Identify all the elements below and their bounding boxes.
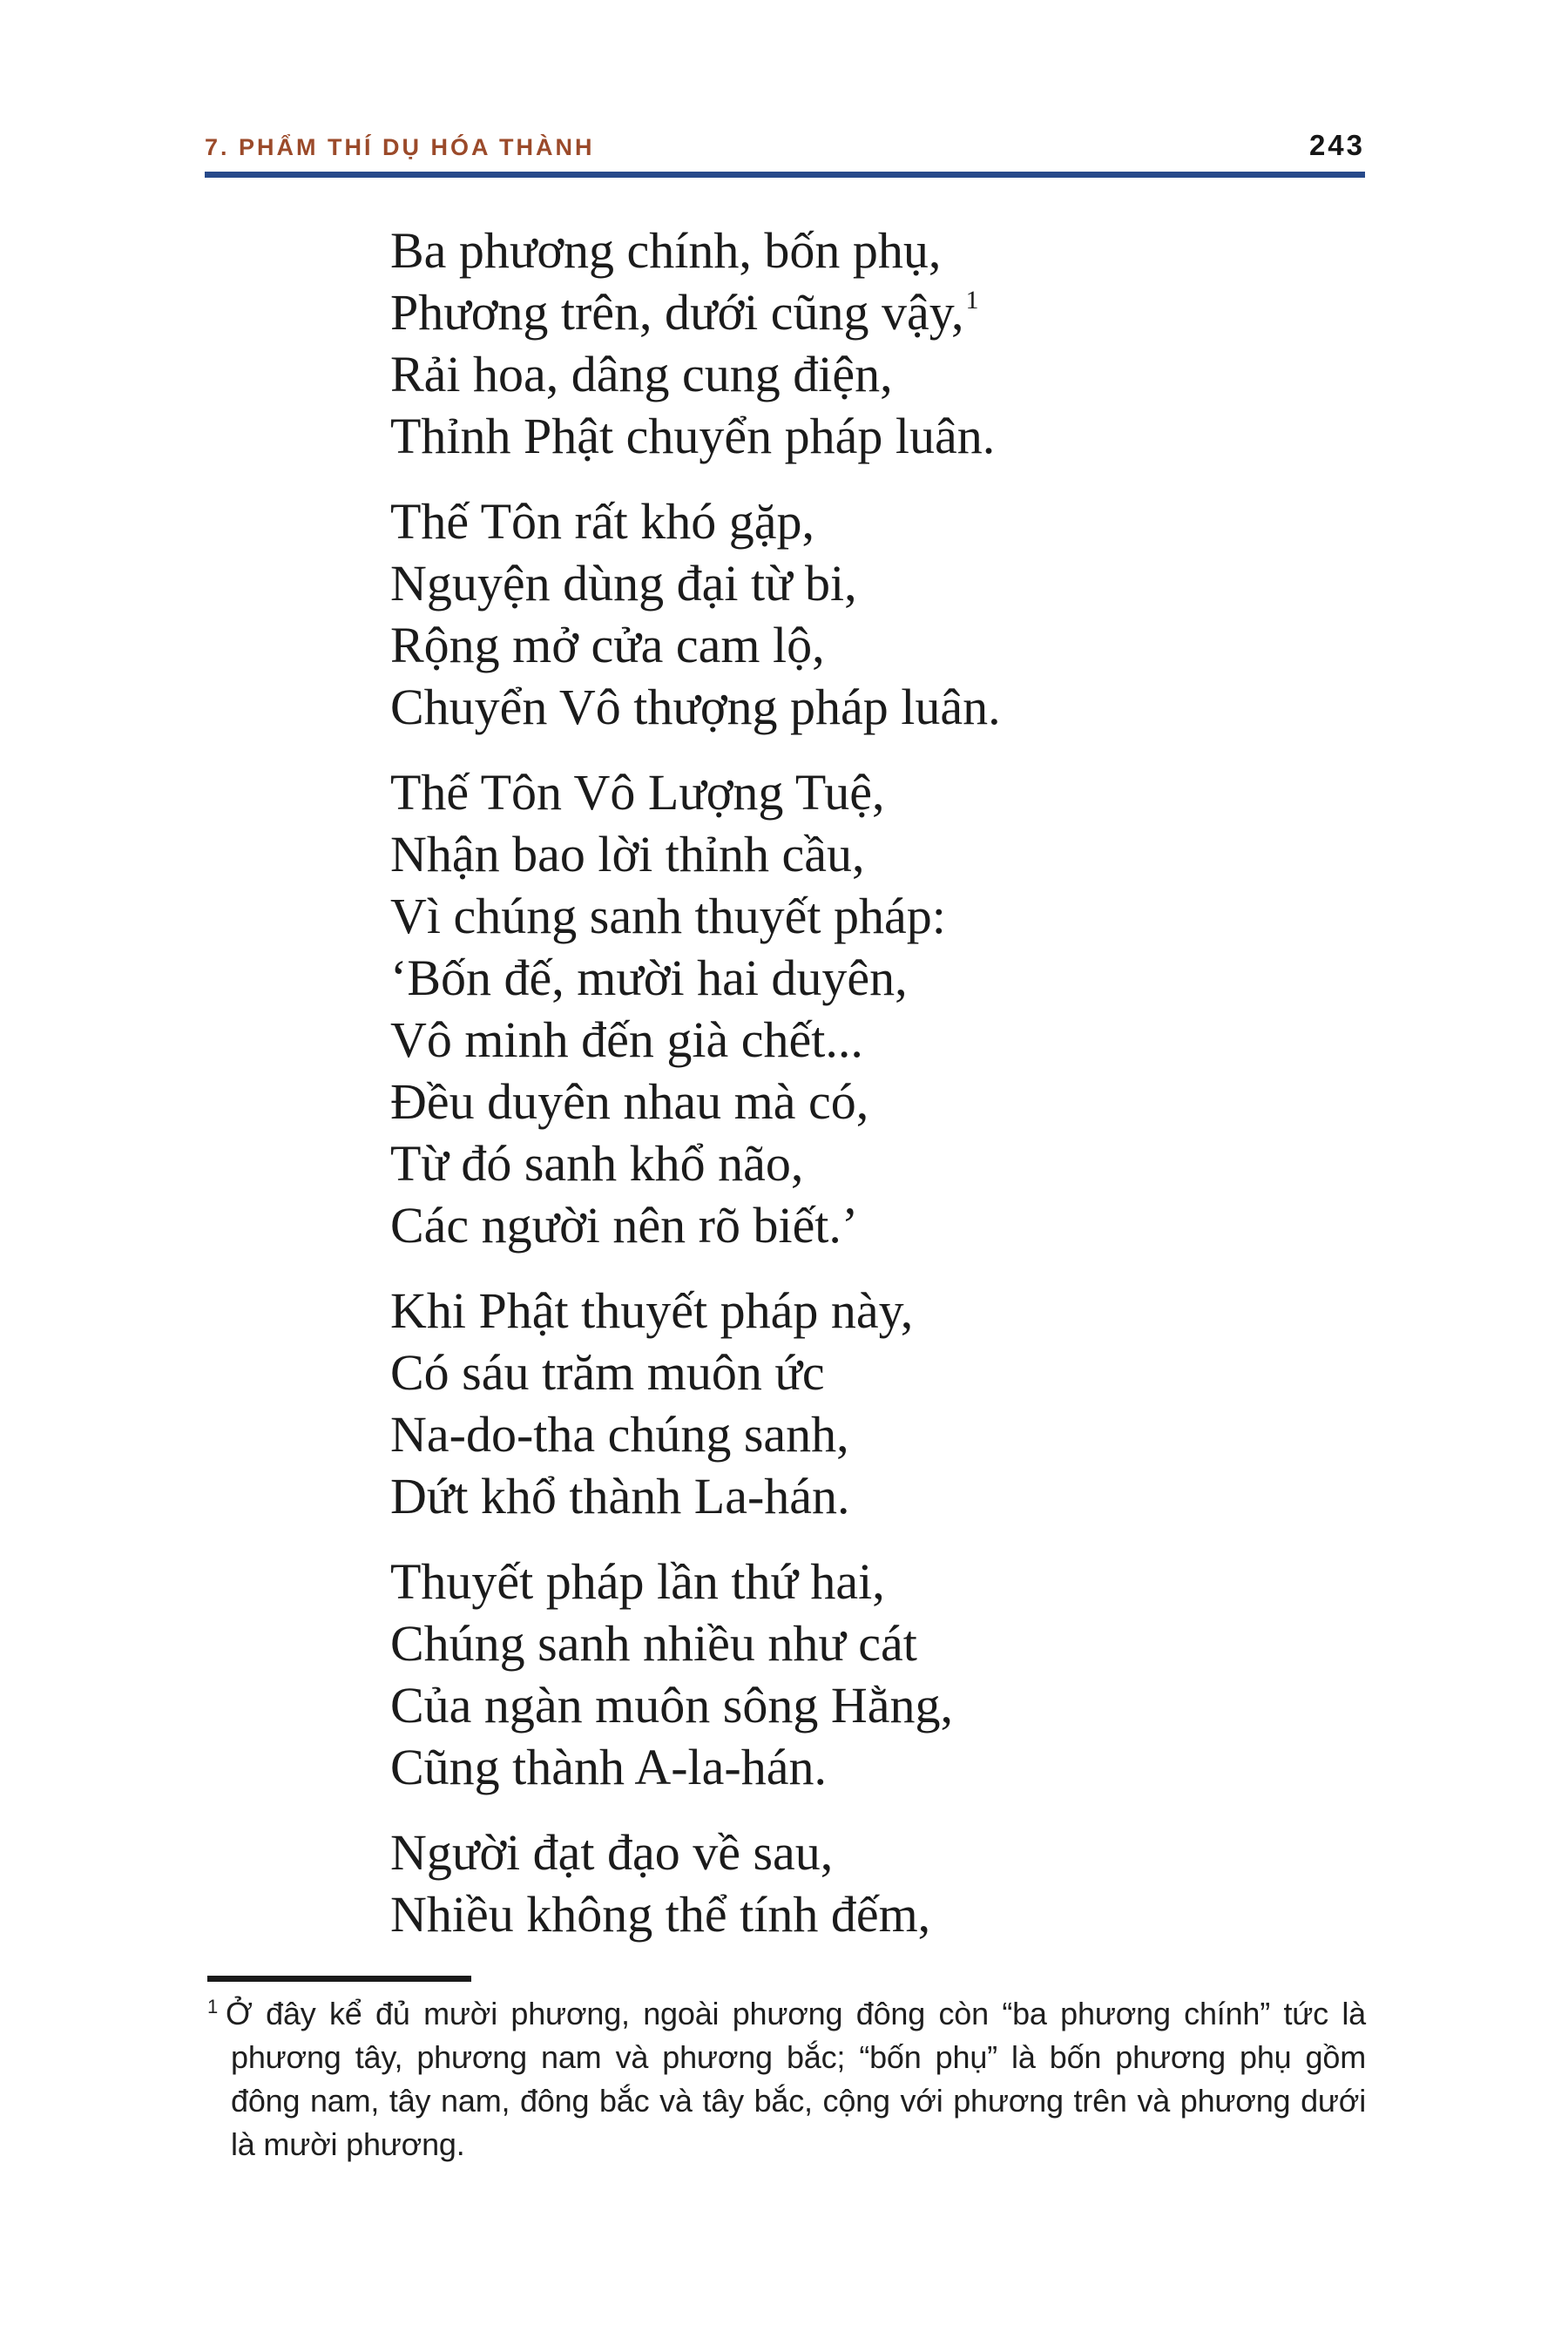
page-header xyxy=(205,129,1365,162)
footnote xyxy=(207,1992,1366,2166)
verse-line: Khi Phật thuyết pháp này, xyxy=(390,1282,914,1339)
verse-line: Thuyết pháp lần thứ hai, xyxy=(390,1553,885,1610)
chapter-title: 7. PHẨM THÍ DỤ HÓA THÀNH xyxy=(205,134,595,160)
footnote-text: Ở đây kể đủ mười phương, ngoài phương đông còn “ba phương chính” tức là xyxy=(226,1996,1366,2031)
verse-line: Người đạt đạo về sau, xyxy=(390,1824,834,1881)
footnote-line: phương tây, phương nam và phương bắc; “bốn phụ” là bốn phương phụ gồm xyxy=(231,2039,1366,2075)
verse-line: Nhiều không thể tính đếm, xyxy=(390,1886,931,1943)
verse-line: Thỉnh Phật chuyển pháp luân. xyxy=(390,408,996,464)
footnote-reference: 1 xyxy=(965,286,979,314)
verse-line: Chuyển Vô thượng pháp luân. xyxy=(390,679,1001,735)
stanza-1 xyxy=(390,220,1001,467)
verse-line: Na-do-tha chúng sanh, xyxy=(390,1406,849,1463)
verse-line: Có sáu trăm muôn ức xyxy=(390,1344,825,1401)
stanza-4 xyxy=(390,1280,1001,1527)
verse-line: ‘Bốn đế, mười hai duyên, xyxy=(390,950,908,1006)
footnote-marker: 1 xyxy=(207,1996,219,2017)
verse-line xyxy=(390,281,1001,343)
stanza-2 xyxy=(390,490,1001,738)
verse-line: Các người nên rõ biết.’ xyxy=(390,1197,859,1254)
verse-line: Nhận bao lời thỉnh cầu, xyxy=(390,826,865,882)
verse-line: Của ngàn muôn sông Hằng, xyxy=(390,1677,953,1734)
verse-line: Cũng thành A-la-hán. xyxy=(390,1739,827,1795)
page-number: 243 xyxy=(1308,129,1365,161)
verse-line: Rải hoa, dâng cung điện, xyxy=(390,346,893,402)
stanza-3 xyxy=(390,761,1001,1256)
verse-text: Phương trên, dưới cũng vậy, xyxy=(390,284,964,341)
verse-line: Chúng sanh nhiều như cát xyxy=(390,1615,917,1672)
verse-line: Rộng mở cửa cam lộ, xyxy=(390,617,825,673)
verse-line: Vì chúng sanh thuyết pháp: xyxy=(390,888,946,944)
footnote-line: đông nam, tây nam, đông bắc và tây bắc, cộng với phương trên và phương dưới xyxy=(231,2083,1366,2119)
stanza-5 xyxy=(390,1551,1001,1798)
footnote-line xyxy=(207,1992,1366,2036)
verse-line: Thế Tôn Vô Lượng Tuệ, xyxy=(390,764,885,821)
verse-line: Dứt khổ thành La-hán. xyxy=(390,1468,850,1524)
verse-line: Từ đó sanh khổ não, xyxy=(390,1135,804,1192)
header-rule xyxy=(205,172,1365,178)
verse-section xyxy=(390,220,1001,1969)
footnote-line: là mười phương. xyxy=(231,2126,465,2162)
verse-line: Vô minh đến già chết... xyxy=(390,1011,863,1068)
verse-line: Đều duyên nhau mà có, xyxy=(390,1073,869,1130)
verse-line: Ba phương chính, bốn phụ, xyxy=(390,222,942,279)
footnote-rule xyxy=(207,1976,471,1982)
verse-line: Nguyện dùng đại từ bi, xyxy=(390,555,857,612)
verse-line: Thế Tôn rất khó gặp, xyxy=(390,493,814,550)
stanza-6 xyxy=(390,1821,1001,1945)
